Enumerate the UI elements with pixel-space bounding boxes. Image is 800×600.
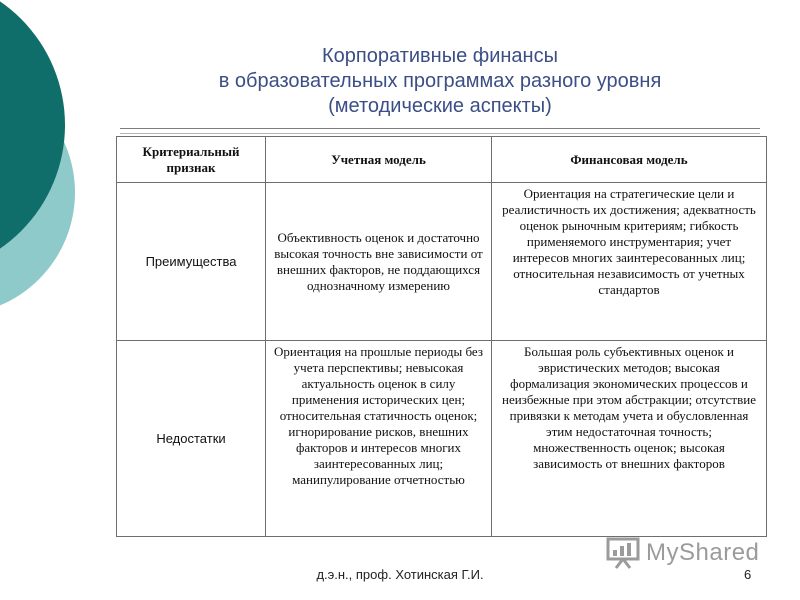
table-row bbox=[117, 341, 767, 537]
row-criterion-disadvantages: Недостатки bbox=[117, 341, 266, 537]
table-header-row bbox=[117, 137, 767, 183]
header-accounting-model: Учетная модель bbox=[266, 137, 492, 183]
row-criterion-advantages: Преимущества bbox=[117, 183, 266, 341]
header-criterion: Критериальный признак bbox=[117, 137, 266, 183]
slide-title bbox=[120, 44, 760, 119]
presentation-board-icon bbox=[606, 536, 640, 570]
cell-accounting-advantages: Объективность оценок и достаточно высокая точность вне зависимости от внешних факторов, не поддающихся однозначному измерению bbox=[266, 183, 492, 341]
title-line-2: в образовательных программах разного уровня bbox=[218, 70, 662, 92]
comparison-table bbox=[116, 136, 767, 537]
table-row bbox=[117, 183, 767, 341]
cell-financial-disadvantages: Большая роль субъективных оценок и эвристических методов; высокая формализация экономических процессов и неизбежные при этом абстракции; отсутствие привязки к методам учета и обусловленная этим недостаточная точность; множественность оценок; высокая зависимость от внешних факторов bbox=[492, 341, 767, 537]
title-divider bbox=[120, 128, 760, 129]
title-divider-secondary bbox=[120, 133, 760, 134]
title-line-1: Корпоративные финансы bbox=[322, 45, 558, 67]
watermark-text: MyShared bbox=[646, 539, 760, 566]
cell-financial-advantages: Ориентация на стратегические цели и реалистичность их достижения; адекватность оценок рыночным критериям; гибкость применяемого инструментария; учет интересов многих заинтересованных лиц; относительная независимость от учетных стандартов bbox=[492, 183, 767, 341]
cell-accounting-disadvantages: Ориентация на прошлые периоды без учета перспективы; невысокая актуальность оценок в силу применения исторических цен; относительная статичность оценок; игнорирование рисков, внешних факторов и интересов многих заинтересованных лиц; манипулирование отчетностью bbox=[266, 341, 492, 537]
page-number: 6 bbox=[744, 567, 752, 582]
title-line-3: (методические аспекты) bbox=[328, 95, 552, 117]
footer-author: д.э.н., проф. Хотинская Г.И. bbox=[316, 567, 484, 582]
myshared-logo bbox=[606, 536, 759, 570]
header-financial-model: Финансовая модель bbox=[492, 137, 767, 183]
